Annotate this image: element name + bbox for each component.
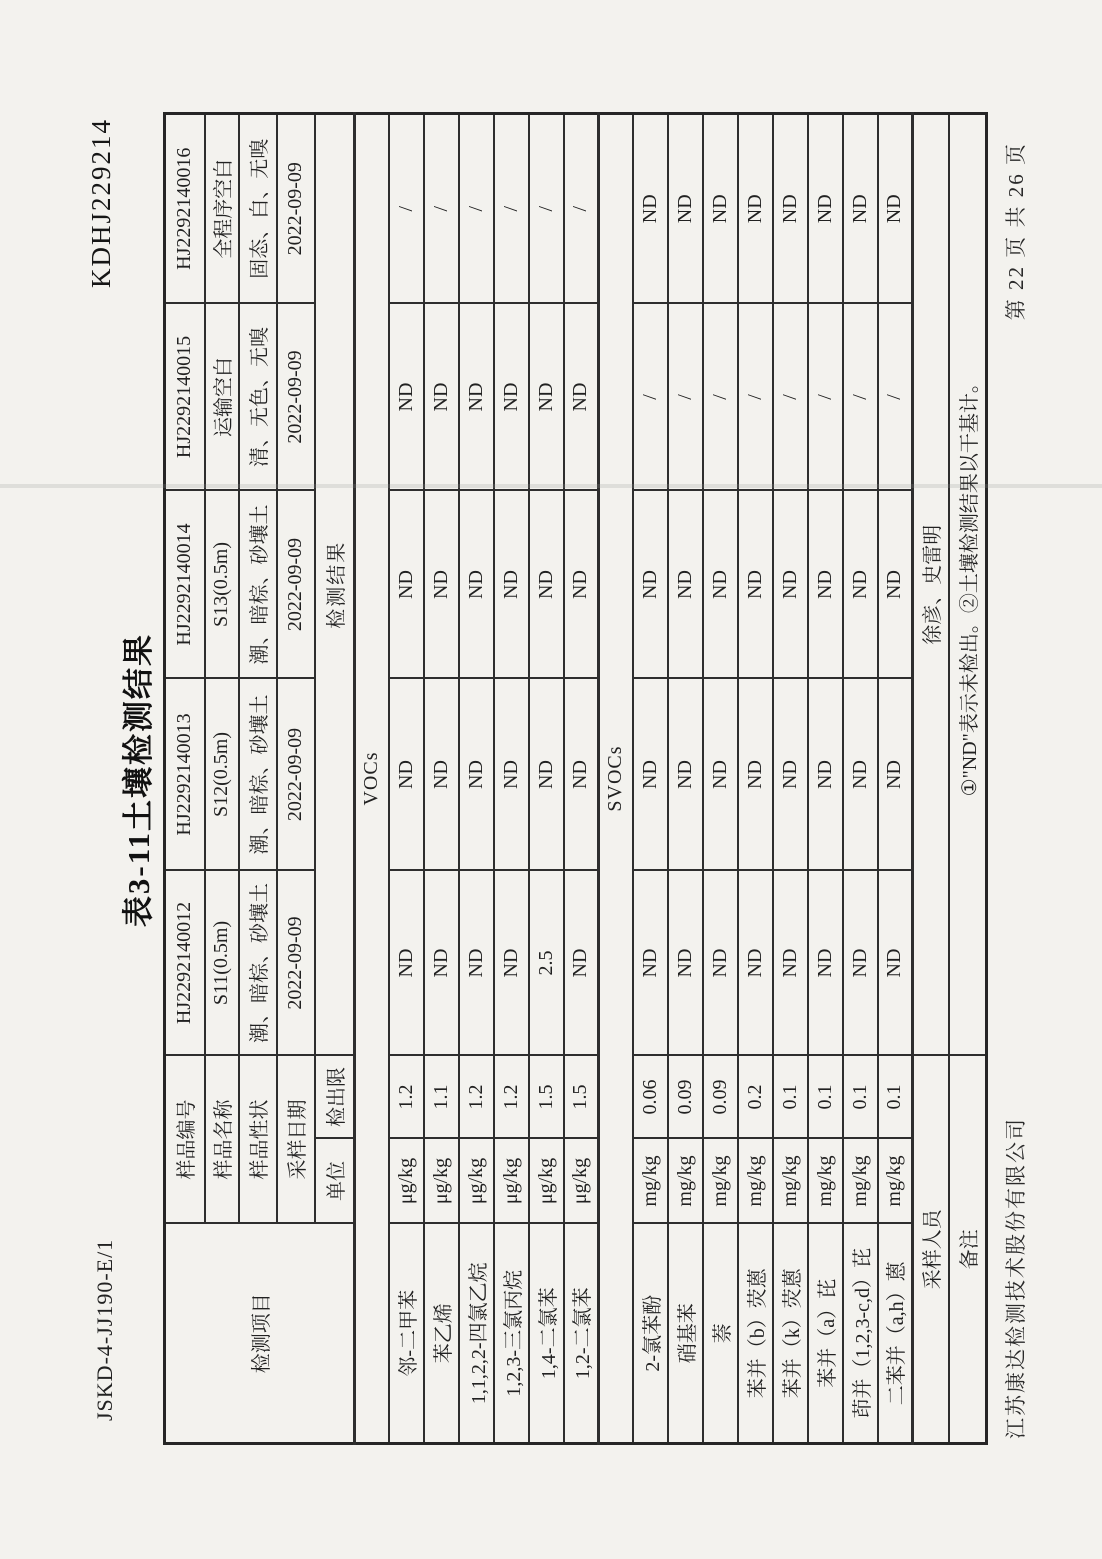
detection-limit-cell: 0.1 [808, 1056, 843, 1139]
detection-limit-cell: 0.06 [633, 1056, 668, 1139]
sample-trait-label: 样品性状 [239, 1056, 277, 1224]
result-cell: ND [529, 304, 564, 491]
sampler-names: 徐彦、史雷明 [913, 114, 949, 1056]
remark-label: 备注 [949, 1056, 987, 1444]
result-span-label: 检测结果 [315, 114, 355, 1056]
result-cell: ND [703, 114, 738, 304]
unit-cell: mg/kg [878, 1139, 913, 1224]
analyte-name-cell: 萘 [703, 1224, 738, 1444]
sample-trait-cell: 潮、暗棕、砂壤土 [239, 491, 277, 679]
analyte-name-cell: 茚并（1,2,3-c,d）芘 [843, 1224, 878, 1444]
result-cell: ND [738, 491, 773, 679]
result-cell: ND [668, 491, 703, 679]
result-cell: ND [703, 871, 738, 1056]
result-cell: ND [633, 679, 668, 871]
result-cell: / [878, 304, 913, 491]
section-label-vocs: VOCs [355, 114, 389, 1444]
analyte-name-cell: 苯并（a）芘 [808, 1224, 843, 1444]
result-cell: ND [633, 871, 668, 1056]
detection-limit-cell: 1.5 [564, 1056, 599, 1139]
sample-date-label: 采样日期 [277, 1056, 315, 1224]
result-cell: ND [808, 871, 843, 1056]
table-row [564, 114, 599, 1444]
result-cell: ND [843, 679, 878, 871]
result-cell: ND [459, 491, 494, 679]
detection-limit-cell: 0.2 [738, 1056, 773, 1139]
sample-date-cell: 2022-09-09 [277, 491, 315, 679]
section-row-svocs [599, 114, 633, 1444]
analyte-name-cell: 1,2,3-三氯丙烷 [494, 1224, 529, 1444]
result-cell: ND [494, 304, 529, 491]
unit-cell: μg/kg [564, 1139, 599, 1224]
analyte-name-cell: 二苯并（a,h）蒽 [878, 1224, 913, 1444]
analyte-name-cell: 苯并（k）荧蒽 [773, 1224, 808, 1444]
section-row-vocs [355, 114, 389, 1444]
page-title: 表3-11土壤检测结果 [121, 632, 156, 928]
detection-limit-cell: 1.2 [494, 1056, 529, 1139]
table-row [494, 114, 529, 1444]
sample-no-cell: HJ2292140014 [165, 491, 205, 679]
sample-no-label: 样品编号 [165, 1056, 205, 1224]
test-item-header-cell: 检测项目 [165, 1224, 355, 1444]
sampler-label: 采样人员 [913, 1056, 949, 1444]
sample-name-cell: 运输空白 [205, 304, 239, 491]
detection-limit-cell: 0.1 [773, 1056, 808, 1139]
table-row [529, 114, 564, 1444]
result-cell: / [494, 114, 529, 304]
result-cell: / [389, 114, 424, 304]
sample-no-cell: HJ2292140013 [165, 679, 205, 871]
result-cell: ND [773, 679, 808, 871]
table-row [738, 114, 773, 1444]
report-number: KDHJ229214 [86, 118, 116, 289]
result-cell: ND [459, 679, 494, 871]
result-cell: / [738, 304, 773, 491]
section-label-svocs: SVOCs [599, 114, 633, 1444]
result-cell: ND [773, 871, 808, 1056]
detection-limit-cell: 1.2 [389, 1056, 424, 1139]
table-row [808, 114, 843, 1444]
result-cell: / [808, 304, 843, 491]
result-cell: ND [494, 871, 529, 1056]
table-row [668, 114, 703, 1444]
table-row [843, 114, 878, 1444]
unit-label: 单位 [315, 1139, 355, 1224]
sample-date-cell: 2022-09-09 [277, 304, 315, 491]
result-cell: ND [738, 679, 773, 871]
detection-limit-cell: 0.1 [843, 1056, 878, 1139]
analyte-name-cell: 苯乙烯 [424, 1224, 459, 1444]
result-cell: ND [389, 679, 424, 871]
table-row [424, 114, 459, 1444]
result-cell: ND [878, 871, 913, 1056]
analyte-name-cell: 苯并（b）荧蒽 [738, 1224, 773, 1444]
result-cell: ND [808, 491, 843, 679]
result-cell: ND [494, 491, 529, 679]
result-cell: ND [564, 679, 599, 871]
result-cell: ND [633, 491, 668, 679]
result-cell: ND [808, 679, 843, 871]
sample-name-cell: S11(0.5m) [205, 871, 239, 1056]
detection-limit-cell: 1.5 [529, 1056, 564, 1139]
result-cell: / [843, 304, 878, 491]
result-cell: ND [878, 491, 913, 679]
detection-limit-cell: 0.1 [878, 1056, 913, 1139]
result-cell: / [459, 114, 494, 304]
table-row [633, 114, 668, 1444]
sample-name-cell: 全程序空白 [205, 114, 239, 304]
sample-name-cell: S13(0.5m) [205, 491, 239, 679]
result-cell: / [633, 304, 668, 491]
result-cell: ND [494, 679, 529, 871]
table-row [773, 114, 808, 1444]
unit-cell: μg/kg [424, 1139, 459, 1224]
result-cell: 2.5 [529, 871, 564, 1056]
table-row [878, 114, 913, 1444]
result-cell: ND [633, 114, 668, 304]
result-cell: ND [459, 304, 494, 491]
table-row [459, 114, 494, 1444]
result-cell: / [703, 304, 738, 491]
result-cell: ND [424, 304, 459, 491]
result-cell: ND [738, 871, 773, 1056]
unit-cell: μg/kg [459, 1139, 494, 1224]
table-row [703, 114, 738, 1444]
analyte-name-cell: 1,2-二氯苯 [564, 1224, 599, 1444]
result-cell: ND [843, 114, 878, 304]
sample-date-cell: 2022-09-09 [277, 679, 315, 871]
result-cell: ND [389, 871, 424, 1056]
sample-date-cell: 2022-09-09 [277, 871, 315, 1056]
result-cell: ND [878, 679, 913, 871]
detection-limit-cell: 1.1 [424, 1056, 459, 1139]
sample-name-cell: S12(0.5m) [205, 679, 239, 871]
result-cell: ND [773, 491, 808, 679]
unit-cell: mg/kg [668, 1139, 703, 1224]
sample-no-cell: HJ2292140015 [165, 304, 205, 491]
unit-cell: μg/kg [389, 1139, 424, 1224]
result-cell: ND [668, 679, 703, 871]
analyte-name-cell: 邻-二甲苯 [389, 1224, 424, 1444]
result-cell: ND [529, 491, 564, 679]
result-cell: ND [424, 679, 459, 871]
result-cell: / [424, 114, 459, 304]
remark-row [949, 114, 987, 1444]
analyte-name-cell: 硝基苯 [668, 1224, 703, 1444]
result-cell: ND [564, 491, 599, 679]
result-cell: ND [703, 491, 738, 679]
analyte-name-cell: 1,1,2,2-四氯乙烷 [459, 1224, 494, 1444]
analyte-name-cell: 1,4-二氯苯 [529, 1224, 564, 1444]
detection-limit-cell: 0.09 [668, 1056, 703, 1139]
result-cell: / [564, 114, 599, 304]
sample-trait-cell: 潮、暗棕、砂壤土 [239, 871, 277, 1056]
sample-no-cell: HJ2292140016 [165, 114, 205, 304]
result-cell: ND [843, 491, 878, 679]
result-cell: ND [389, 491, 424, 679]
sample-no-cell: HJ2292140012 [165, 871, 205, 1056]
scan-artifact-line [0, 484, 1102, 488]
header-row-sample-no [165, 114, 205, 1444]
result-cell: ND [564, 871, 599, 1056]
unit-cell: mg/kg [738, 1139, 773, 1224]
detection-limit-cell: 0.09 [703, 1056, 738, 1139]
result-cell: ND [738, 114, 773, 304]
sample-trait-cell: 潮、暗棕、砂壤土 [239, 679, 277, 871]
result-cell: ND [459, 871, 494, 1056]
unit-cell: mg/kg [808, 1139, 843, 1224]
form-code: JSKD-4-JJ190-E/1 [92, 1238, 117, 1421]
unit-cell: mg/kg [633, 1139, 668, 1224]
sample-trait-cell: 清、无色、无嗅 [239, 304, 277, 491]
result-cell: / [773, 304, 808, 491]
result-cell: ND [843, 871, 878, 1056]
result-cell: ND [564, 304, 599, 491]
footer-company-name: 江苏康达检测技术股份有限公司 [1004, 1117, 1028, 1439]
unit-cell: mg/kg [843, 1139, 878, 1224]
detection-limit-label: 检出限 [315, 1056, 355, 1139]
unit-cell: mg/kg [703, 1139, 738, 1224]
table-row [389, 114, 424, 1444]
remark-text: ①"ND"表示未检出。②土壤检测结果以干基计。 [949, 114, 987, 1056]
unit-cell: mg/kg [773, 1139, 808, 1224]
unit-cell: μg/kg [529, 1139, 564, 1224]
result-cell: ND [389, 304, 424, 491]
sample-name-label: 样品名称 [205, 1056, 239, 1224]
unit-cell: μg/kg [494, 1139, 529, 1224]
result-cell: ND [424, 491, 459, 679]
result-cell: ND [668, 871, 703, 1056]
sampler-row [913, 114, 949, 1444]
result-cell: ND [808, 114, 843, 304]
result-cell: / [529, 114, 564, 304]
result-cell: ND [878, 114, 913, 304]
footer-page-number: 第 22 页 共 26 页 [1004, 142, 1028, 321]
result-cell: ND [703, 679, 738, 871]
result-cell: ND [773, 114, 808, 304]
result-cell: ND [424, 871, 459, 1056]
sample-date-cell: 2022-09-09 [277, 114, 315, 304]
analyte-name-cell: 2-氯苯酚 [633, 1224, 668, 1444]
sample-trait-cell: 固态、白、无嗅 [239, 114, 277, 304]
soil-results-table [163, 112, 988, 1445]
detection-limit-cell: 1.2 [459, 1056, 494, 1139]
result-cell: ND [529, 679, 564, 871]
result-cell: / [668, 304, 703, 491]
result-cell: ND [668, 114, 703, 304]
